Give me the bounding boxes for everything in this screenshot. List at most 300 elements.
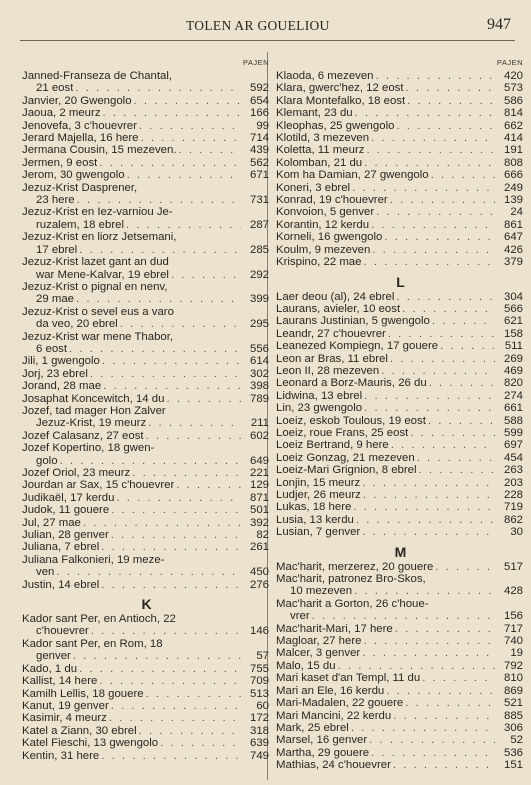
page-ref: 666 bbox=[503, 169, 523, 182]
index-entry bbox=[22, 492, 271, 504]
entry-name: Jezuz-Krist o sevel eus a varo bbox=[22, 305, 174, 318]
index-entry bbox=[276, 231, 525, 243]
index-entry bbox=[22, 206, 271, 218]
dot-leader bbox=[369, 734, 495, 746]
page-ref: 450 bbox=[249, 566, 269, 579]
entry-name: Jozef Kopertino, 18 gwen- bbox=[22, 442, 155, 455]
page-ref: 731 bbox=[249, 194, 269, 207]
index-entry bbox=[22, 393, 271, 405]
dot-leader bbox=[111, 504, 241, 516]
entry-name: Judok, 11 gouere bbox=[22, 504, 110, 517]
entry-name: c'houevrer bbox=[36, 625, 89, 638]
page-ref: 602 bbox=[249, 429, 269, 442]
dot-leader bbox=[352, 182, 495, 194]
page-ref: 592 bbox=[249, 82, 269, 95]
page-ref: 285 bbox=[249, 243, 269, 256]
dot-leader bbox=[362, 526, 495, 538]
dot-leader bbox=[79, 244, 241, 256]
dot-leader bbox=[410, 427, 495, 439]
entry-name: Kleophas, 25 gwengolo bbox=[276, 119, 395, 132]
page-ref: 717 bbox=[503, 622, 523, 635]
page-ref: 276 bbox=[249, 578, 269, 591]
page-ref: 810 bbox=[503, 672, 523, 685]
dot-leader bbox=[356, 514, 495, 526]
index-entry bbox=[22, 95, 271, 107]
index-entry bbox=[22, 293, 271, 305]
dot-leader bbox=[76, 293, 241, 305]
page-ref: 586 bbox=[503, 94, 523, 107]
entry-name: Jerom, 30 gwengolo bbox=[22, 169, 125, 182]
index-entry bbox=[276, 697, 525, 709]
dot-leader bbox=[391, 439, 495, 451]
entry-name: Krispino, 22 mae bbox=[276, 256, 362, 269]
entry-name: da veo, 20 ebrel bbox=[36, 318, 118, 331]
entry-name: Jaoua, 2 meurz bbox=[22, 107, 101, 120]
entry-name: 10 mezeven bbox=[290, 585, 353, 598]
page-ref: 379 bbox=[503, 256, 523, 269]
index-entry bbox=[276, 132, 525, 144]
dot-leader bbox=[139, 725, 241, 737]
page-ref: 517 bbox=[503, 560, 523, 573]
index-entry bbox=[276, 747, 525, 759]
page-ref: 521 bbox=[503, 697, 523, 710]
index-entry bbox=[22, 182, 271, 194]
entry-name: Jorand, 28 mae bbox=[22, 380, 102, 393]
index-entry bbox=[276, 635, 525, 647]
index-entry bbox=[276, 759, 525, 771]
index-entry bbox=[276, 722, 525, 734]
entry-name: Julian, 28 genver bbox=[22, 529, 109, 542]
dot-leader bbox=[364, 390, 495, 402]
dot-leader bbox=[363, 489, 495, 501]
index-entry bbox=[22, 554, 271, 566]
index-entry bbox=[276, 95, 525, 107]
page-ref: 414 bbox=[503, 132, 523, 145]
entry-name: Loeiz, roue Frans, 25 eost bbox=[276, 426, 409, 439]
index-entry bbox=[276, 328, 525, 340]
entry-name: Jozef Calasanz, 27 eost bbox=[22, 429, 144, 442]
page-ref: 221 bbox=[249, 467, 269, 479]
dot-leader bbox=[376, 206, 495, 218]
entry-name: Marsel, 16 genver bbox=[276, 734, 368, 747]
entry-name: Jezuz-Krist lazet gant an dud bbox=[22, 256, 169, 269]
entry-name: Mark, 25 ebrel bbox=[276, 721, 349, 734]
dot-leader bbox=[428, 415, 495, 427]
page-ref: 57 bbox=[256, 650, 269, 663]
dot-leader bbox=[141, 132, 242, 144]
index-entry bbox=[22, 455, 271, 467]
dot-leader bbox=[355, 107, 495, 119]
dot-leader bbox=[381, 365, 495, 377]
index-entry bbox=[22, 231, 271, 243]
letter-heading: M bbox=[394, 543, 407, 560]
dot-leader bbox=[338, 660, 495, 672]
index-entry bbox=[276, 315, 525, 327]
dot-leader bbox=[371, 747, 495, 759]
dot-leader bbox=[146, 430, 241, 442]
index-entry bbox=[276, 660, 525, 672]
entry-name: Leonard a Borz-Mauris, 26 du bbox=[276, 377, 427, 390]
dot-leader bbox=[99, 675, 241, 687]
entry-name: Martha, 29 gouere bbox=[276, 746, 370, 759]
index-entry bbox=[22, 269, 271, 281]
dot-leader bbox=[126, 219, 241, 231]
page-ref: 399 bbox=[249, 293, 269, 306]
entry-name: Jezuz-Krist o pignal en nenv, bbox=[22, 280, 168, 293]
index-entry bbox=[276, 70, 525, 82]
index-entry bbox=[276, 353, 525, 365]
entry-name: Laurans Justinian, 5 gwengolo bbox=[276, 315, 430, 328]
index-entry bbox=[276, 390, 525, 402]
page-number: 947 bbox=[487, 16, 511, 33]
entry-name: Janned-Franseza de Chantal, bbox=[22, 70, 173, 82]
page-ref: 99 bbox=[256, 119, 269, 132]
dot-leader bbox=[384, 231, 495, 243]
entry-name: Konrad, 19 c'houevrer bbox=[276, 194, 388, 207]
entry-name: vrer bbox=[290, 610, 310, 623]
index-entry bbox=[22, 219, 271, 231]
page-ref: 566 bbox=[503, 302, 523, 315]
index-entry bbox=[276, 734, 525, 746]
entry-name: Mac'harit a Gorton, 26 c'houe- bbox=[276, 597, 429, 610]
dot-leader bbox=[90, 368, 241, 380]
index-entry bbox=[22, 256, 271, 268]
dot-leader bbox=[101, 541, 241, 553]
page-ref: 871 bbox=[249, 491, 269, 504]
index-entry bbox=[22, 442, 271, 454]
dot-leader bbox=[56, 566, 241, 578]
dot-leader bbox=[371, 219, 495, 231]
page-ref: 501 bbox=[249, 504, 269, 517]
index-entry bbox=[22, 306, 271, 318]
index-entry bbox=[22, 120, 271, 132]
index-entry bbox=[22, 430, 271, 442]
entry-name: Jenovefa, 3 c'houevrer bbox=[22, 119, 137, 132]
page-ref: 697 bbox=[503, 439, 523, 452]
index-entry bbox=[22, 132, 271, 144]
page-ref: 755 bbox=[249, 662, 269, 675]
dot-leader bbox=[134, 95, 241, 107]
entry-name: Koletta, 11 meurz bbox=[276, 144, 365, 157]
entry-name: Juliana Falkonieri, 19 meze- bbox=[22, 553, 165, 566]
page-ref: 513 bbox=[249, 687, 269, 700]
entry-name: Jorj, 23 ebrel bbox=[22, 367, 88, 380]
page-ref: 60 bbox=[256, 699, 269, 712]
index-entry bbox=[22, 244, 271, 256]
index-entry bbox=[22, 737, 271, 749]
page-ref: 740 bbox=[503, 635, 523, 648]
entry-name: Laurans, avieler, 10 eost bbox=[276, 302, 401, 315]
entry-name: Klemant, 23 du bbox=[276, 107, 353, 120]
entry-name: Loeiz Bertrand, 9 here bbox=[276, 439, 389, 452]
dot-leader bbox=[132, 467, 241, 479]
page-ref: 151 bbox=[503, 759, 523, 772]
page-ref: 269 bbox=[503, 352, 523, 365]
dot-leader bbox=[390, 194, 495, 206]
index-entry bbox=[276, 206, 525, 218]
dot-leader bbox=[60, 455, 241, 467]
index-entry bbox=[276, 623, 525, 635]
index-entry bbox=[276, 685, 525, 697]
dot-leader bbox=[362, 647, 495, 659]
dot-leader bbox=[402, 303, 495, 315]
index-entry bbox=[276, 501, 525, 513]
entry-name: Jezuz-Krist en Iez-varniou Je- bbox=[22, 206, 173, 219]
entry-name: Jourdan ar Sax, 15 c'houevrer bbox=[22, 479, 175, 492]
index-entry bbox=[276, 107, 525, 119]
entry-name: Jezuz-Krist, 19 meurz bbox=[36, 417, 147, 430]
page-ref: 599 bbox=[503, 426, 523, 439]
page-ref: 647 bbox=[503, 231, 523, 244]
page-ref: 649 bbox=[249, 454, 269, 467]
dot-leader bbox=[166, 393, 241, 405]
index-entry bbox=[276, 598, 525, 610]
index-entry bbox=[22, 541, 271, 553]
dot-leader bbox=[419, 464, 495, 476]
page-ref: 30 bbox=[510, 526, 523, 539]
index-entry bbox=[276, 610, 525, 622]
page-ref: 885 bbox=[503, 709, 523, 722]
letter-heading: L bbox=[396, 273, 405, 290]
index-entry bbox=[22, 517, 271, 529]
page-ref: 82 bbox=[256, 529, 269, 542]
index-entry bbox=[276, 710, 525, 722]
dot-leader bbox=[362, 477, 495, 489]
dot-leader bbox=[148, 417, 241, 429]
dot-leader bbox=[111, 700, 241, 712]
entry-name: Kasimir, 4 meurz bbox=[22, 712, 107, 725]
index-entry bbox=[276, 157, 525, 169]
index-entry bbox=[22, 380, 271, 392]
dot-leader bbox=[102, 355, 241, 367]
dot-leader bbox=[160, 737, 241, 749]
entry-name: Lusia, 13 kerdu bbox=[276, 513, 354, 526]
entry-name: Josaphat Koncewitch, 14 du bbox=[22, 392, 165, 405]
index-entry bbox=[22, 663, 271, 675]
page-ref: 588 bbox=[503, 414, 523, 427]
index-entry bbox=[22, 613, 271, 625]
page-ref: 820 bbox=[503, 377, 523, 390]
page-ref: 814 bbox=[503, 107, 523, 120]
index-entry bbox=[276, 452, 525, 464]
page-ref: 639 bbox=[249, 737, 269, 750]
entry-name: Mac'harit-Mari, 17 here bbox=[276, 622, 393, 635]
page-ref: 621 bbox=[503, 315, 523, 328]
dot-leader bbox=[435, 561, 495, 573]
index-entry bbox=[276, 439, 525, 451]
index-entry bbox=[276, 303, 525, 315]
index-entry bbox=[22, 194, 271, 206]
entry-name: Koneri, 3 ebrel bbox=[276, 181, 351, 194]
page-ref: 228 bbox=[503, 489, 523, 501]
entry-name: 29 mae bbox=[36, 293, 74, 306]
dot-leader bbox=[353, 501, 495, 513]
entry-name: Mathias, 24 c'houevrer bbox=[276, 759, 391, 772]
entry-name: Loeiz Gonzag, 21 mezeven bbox=[276, 451, 415, 464]
page-ref: 573 bbox=[503, 82, 523, 95]
entry-name: Jezuz-Krist Dasprener, bbox=[22, 181, 138, 194]
page-ref: 562 bbox=[249, 156, 269, 169]
entry-name: Leanezed Kompiegn, 17 gouere bbox=[276, 340, 439, 353]
page-ref: 714 bbox=[249, 132, 269, 145]
index-entry bbox=[276, 182, 525, 194]
index-entry bbox=[276, 291, 525, 303]
dot-leader bbox=[139, 120, 241, 132]
page-ref: 249 bbox=[503, 181, 523, 194]
entry-name: Katel a Ziann, 30 ebrel bbox=[22, 724, 137, 737]
dot-leader bbox=[83, 517, 241, 529]
header-rule bbox=[20, 40, 515, 41]
page-ref: 749 bbox=[249, 749, 269, 762]
index-entry bbox=[22, 750, 271, 762]
page-ref: 614 bbox=[249, 355, 269, 368]
page-ref: 719 bbox=[503, 501, 523, 514]
index-entry bbox=[22, 566, 271, 578]
entry-name: Koulm, 9 mezeven bbox=[276, 243, 371, 256]
dot-leader bbox=[103, 107, 241, 119]
dot-leader bbox=[127, 169, 241, 181]
dot-leader bbox=[171, 269, 241, 281]
entry-name: Korantin, 12 kerdu bbox=[276, 218, 370, 231]
dot-leader bbox=[351, 722, 495, 734]
dot-leader bbox=[69, 343, 241, 355]
index-entry bbox=[22, 82, 271, 94]
entry-name: Kamilh Lellis, 18 gouere bbox=[22, 687, 144, 700]
dot-leader bbox=[312, 610, 495, 622]
entry-name: Jili, 1 gwengolo bbox=[22, 355, 100, 368]
entry-name: Kom ha Damian, 27 gwengolo bbox=[276, 169, 429, 182]
index-entry bbox=[22, 529, 271, 541]
entry-name: Loeiz, eskob Toulous, 19 eost bbox=[276, 414, 426, 427]
dot-leader bbox=[429, 377, 495, 389]
dot-leader bbox=[146, 688, 241, 700]
entry-name: Kador sant Per, en Antioch, 22 bbox=[22, 613, 176, 626]
page-ref: 139 bbox=[503, 194, 523, 207]
index-entry bbox=[22, 625, 271, 637]
entry-name: ven bbox=[36, 566, 55, 579]
entry-name: Katel Fieschi, 13 gwengolo bbox=[22, 737, 159, 750]
index-entry bbox=[22, 355, 271, 367]
dot-leader bbox=[376, 70, 495, 82]
entry-name: Jul, 27 mae bbox=[22, 516, 81, 529]
entry-name: Jozef, tad mager Hon Zalver bbox=[22, 404, 166, 417]
index-entry bbox=[276, 377, 525, 389]
entry-name: Kentin, 31 here bbox=[22, 749, 100, 762]
index-entry bbox=[276, 489, 525, 501]
index-entry bbox=[276, 514, 525, 526]
page-ref: 292 bbox=[249, 268, 269, 281]
page-ref: 306 bbox=[503, 721, 523, 734]
index-entry bbox=[276, 244, 525, 256]
index-entry bbox=[276, 120, 525, 132]
page-ref: 671 bbox=[249, 169, 269, 182]
dot-leader bbox=[364, 635, 496, 647]
index-entry bbox=[276, 415, 525, 427]
index-entry bbox=[276, 477, 525, 489]
entry-name: Jerard Majella, 16 here bbox=[22, 132, 139, 145]
entry-name: 17 ebrel bbox=[36, 243, 78, 256]
entry-name: ruzalem, 18 ebrel bbox=[36, 218, 125, 231]
entry-name: 23 here bbox=[36, 194, 75, 207]
page-ref: 166 bbox=[249, 107, 269, 120]
entry-name: Klara Montefalko, 18 eost bbox=[276, 94, 406, 107]
page-ref: 398 bbox=[249, 380, 269, 393]
dot-leader bbox=[101, 750, 241, 762]
index-entry bbox=[276, 672, 525, 684]
entry-name: 6 eost bbox=[36, 342, 68, 355]
dot-leader bbox=[372, 244, 495, 256]
dot-leader bbox=[120, 318, 241, 330]
dot-leader bbox=[101, 579, 241, 591]
letter-heading: K bbox=[141, 596, 152, 613]
entry-name: Mari kaset d'an Templ, 11 du bbox=[276, 672, 421, 685]
dot-leader bbox=[393, 710, 495, 722]
entry-name: Jezuz-Krist war mene Thabor, bbox=[22, 330, 174, 343]
index-entry bbox=[276, 340, 525, 352]
page-ref: 19 bbox=[510, 647, 523, 660]
dot-leader bbox=[366, 144, 495, 156]
index-entry bbox=[22, 281, 271, 293]
index-entry bbox=[22, 157, 271, 169]
page-ref: 52 bbox=[510, 734, 523, 747]
dot-leader bbox=[422, 672, 495, 684]
entry-name: Magloar, 27 here bbox=[276, 635, 362, 648]
index-entry bbox=[22, 331, 271, 343]
page-ref: 862 bbox=[503, 513, 523, 526]
column-label: PAJEN bbox=[496, 58, 523, 67]
index-entry bbox=[276, 585, 525, 597]
dot-leader bbox=[99, 157, 241, 169]
dot-leader bbox=[103, 380, 241, 392]
page-ref: 469 bbox=[503, 364, 523, 377]
index-entry bbox=[22, 688, 271, 700]
index-entry bbox=[276, 144, 525, 156]
page-ref: 24 bbox=[510, 206, 523, 219]
index-entry bbox=[276, 427, 525, 439]
dot-leader bbox=[354, 585, 495, 597]
index-entry bbox=[22, 579, 271, 591]
page-header bbox=[0, 18, 531, 38]
index-entry bbox=[22, 467, 271, 479]
dot-leader bbox=[440, 340, 495, 352]
page-ref: 662 bbox=[503, 119, 523, 132]
entry-name: Loeiz-Mari Grignion, 8 ebrel bbox=[276, 464, 417, 477]
page-ref: 172 bbox=[249, 712, 269, 725]
dot-leader bbox=[179, 144, 242, 156]
page-ref: 426 bbox=[503, 243, 523, 256]
index-entry bbox=[276, 82, 525, 94]
index-entry bbox=[22, 107, 271, 119]
index-entry bbox=[276, 573, 525, 585]
entry-name: Malcer, 3 genver bbox=[276, 647, 361, 660]
index-column-right bbox=[276, 58, 525, 772]
dot-leader bbox=[406, 82, 495, 94]
column-label: PAJEN bbox=[242, 58, 269, 67]
page-ref: 861 bbox=[503, 218, 523, 231]
dot-leader bbox=[393, 759, 495, 771]
dot-leader bbox=[396, 291, 495, 303]
index-entry bbox=[276, 561, 525, 573]
page-ref: 274 bbox=[503, 389, 523, 402]
page-ref: 789 bbox=[249, 392, 269, 405]
dot-leader bbox=[390, 353, 495, 365]
dot-leader bbox=[73, 650, 241, 662]
entry-name: war Mene-Kalvar, 19 ebrel bbox=[36, 268, 169, 281]
index-entry bbox=[22, 712, 271, 724]
dot-leader bbox=[176, 479, 241, 491]
page-ref: 295 bbox=[249, 318, 269, 331]
entry-name: Justin, 14 ebrel bbox=[22, 578, 100, 591]
